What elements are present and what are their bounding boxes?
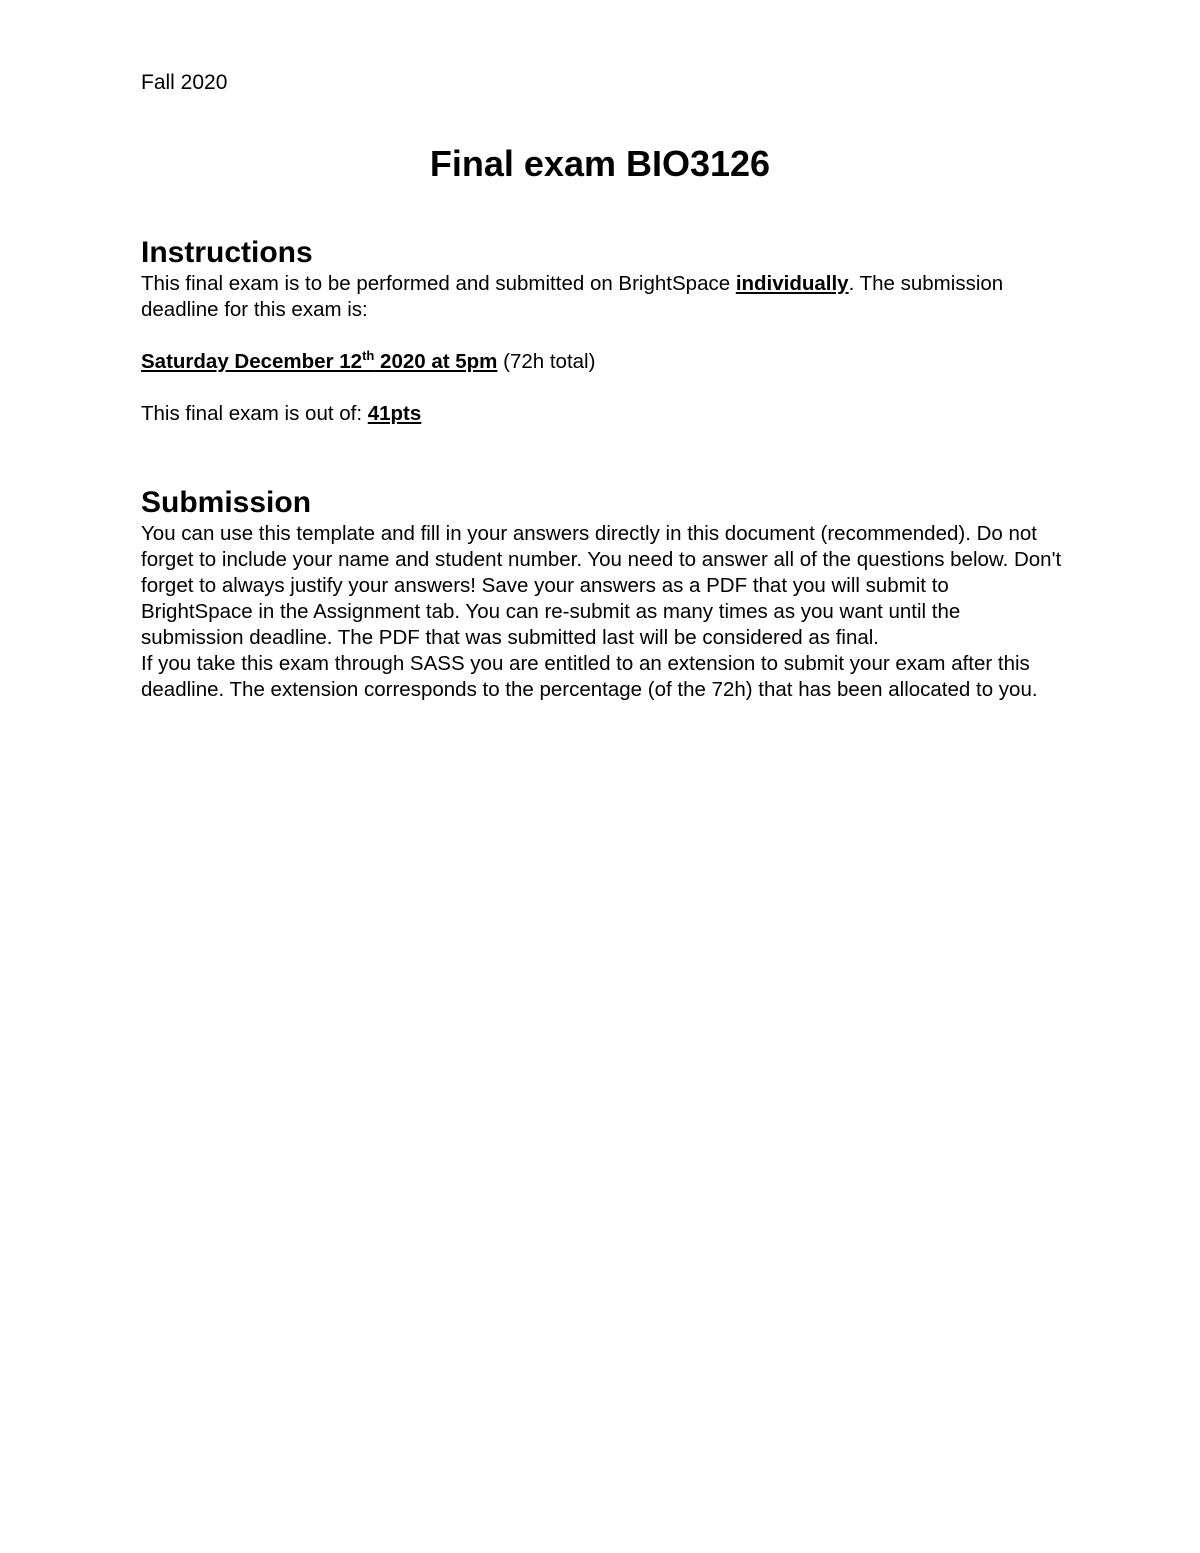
instructions-heading: Instructions <box>141 236 313 269</box>
deadline-line <box>141 349 1066 375</box>
deadline-ordinal: th <box>362 348 375 364</box>
instructions-section <box>141 235 1066 427</box>
document-body <box>141 235 1066 703</box>
instructions-intro <box>141 271 1066 323</box>
submission-section <box>141 485 1066 703</box>
term-label: Fall 2020 <box>141 71 228 94</box>
intro-text-start: This final exam is to be performed and submitted on BrightSpace <box>141 272 736 295</box>
individually-emphasis: individually <box>735 272 849 295</box>
deadline-note: (72h total) <box>497 350 596 373</box>
submission-paragraph-1: You can use this template and fill in your answers directly in this document (recommended). Do not forget to include your name and student number. You need to answer all of the questions below. Don't forget to always justify your answers! Save your answers as a PDF that you will submit to BrightSpace in the Assignment tab. You can re-submit as many times as you want until the submission deadline. The PDF that was submitted last will be considered as final. <box>141 522 1062 649</box>
submission-heading: Submission <box>141 486 312 519</box>
points-label: This final exam is out of: <box>141 402 368 425</box>
deadline-time: 2020 at 5pm <box>374 350 498 373</box>
intro-text-end: . The submission deadline for this exam is: <box>141 272 1004 321</box>
deadline-date <box>141 350 497 373</box>
submission-paragraph-2: If you take this exam through SASS you are entitled to an extension to submit your exam after this deadline. The extension corresponds to the percentage (of the 72h) that has been allocated to you. <box>141 652 1038 701</box>
points-line <box>141 401 1066 427</box>
deadline-day: Saturday December 12 <box>141 350 363 373</box>
page-title: Final exam BIO3126 <box>429 143 771 184</box>
points-value: 41pts <box>367 402 422 425</box>
